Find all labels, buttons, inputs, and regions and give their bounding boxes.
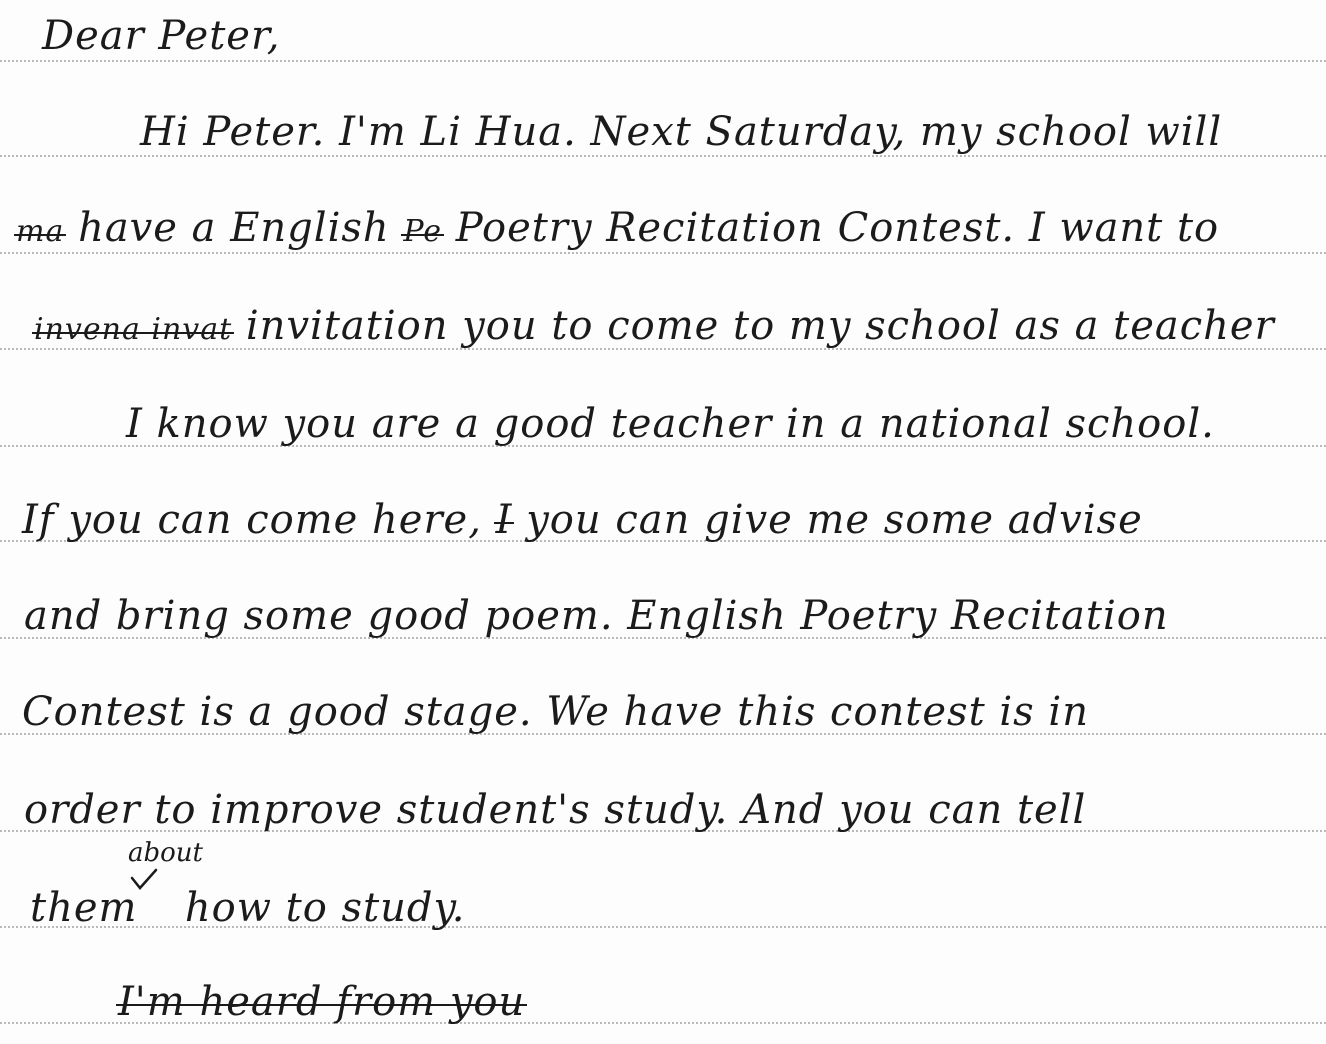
- crossed-out-text: I: [495, 497, 513, 543]
- letter-line: and bring some good poem. English Poetry Recitation: [24, 593, 1169, 639]
- crossed-out-text: invena invat: [34, 312, 233, 347]
- line-text: how to study.: [184, 885, 466, 931]
- ruled-line: [0, 252, 1326, 254]
- line-text: If you can come here,: [22, 497, 482, 543]
- crossed-out-text: I'm heard from you: [118, 979, 526, 1025]
- letter-line: I know you are a good teacher in a national school.: [126, 401, 1215, 447]
- letter-line: [22, 497, 1143, 543]
- line-text: have a English: [78, 205, 390, 251]
- ruled-line: [0, 155, 1326, 157]
- salutation: Dear Peter,: [42, 13, 281, 59]
- letter-line: Hi Peter. I'm Li Hua. Next Saturday, my school will: [140, 109, 1223, 155]
- line-text: you can give me some advise: [526, 497, 1143, 543]
- insertion-caret-icon: [130, 868, 158, 892]
- ruled-line: [0, 60, 1326, 62]
- line-text: Poetry Recitation Contest. I want to: [455, 205, 1220, 251]
- line-text: them: [30, 885, 138, 931]
- letter-line: [34, 303, 1275, 349]
- line-text: invitation you to come to my school as a teacher: [245, 303, 1275, 349]
- letter-line: order to improve student's study. And you can tell: [24, 787, 1087, 833]
- letter-line: [16, 205, 1220, 251]
- letter-line: Contest is a good stage. We have this contest is in: [22, 689, 1089, 735]
- letter-line: [30, 885, 466, 931]
- crossed-out-text: ma: [16, 214, 65, 249]
- letter-line: [118, 979, 526, 1025]
- inserted-word: about: [128, 838, 203, 868]
- crossed-out-text: Pe: [403, 214, 442, 249]
